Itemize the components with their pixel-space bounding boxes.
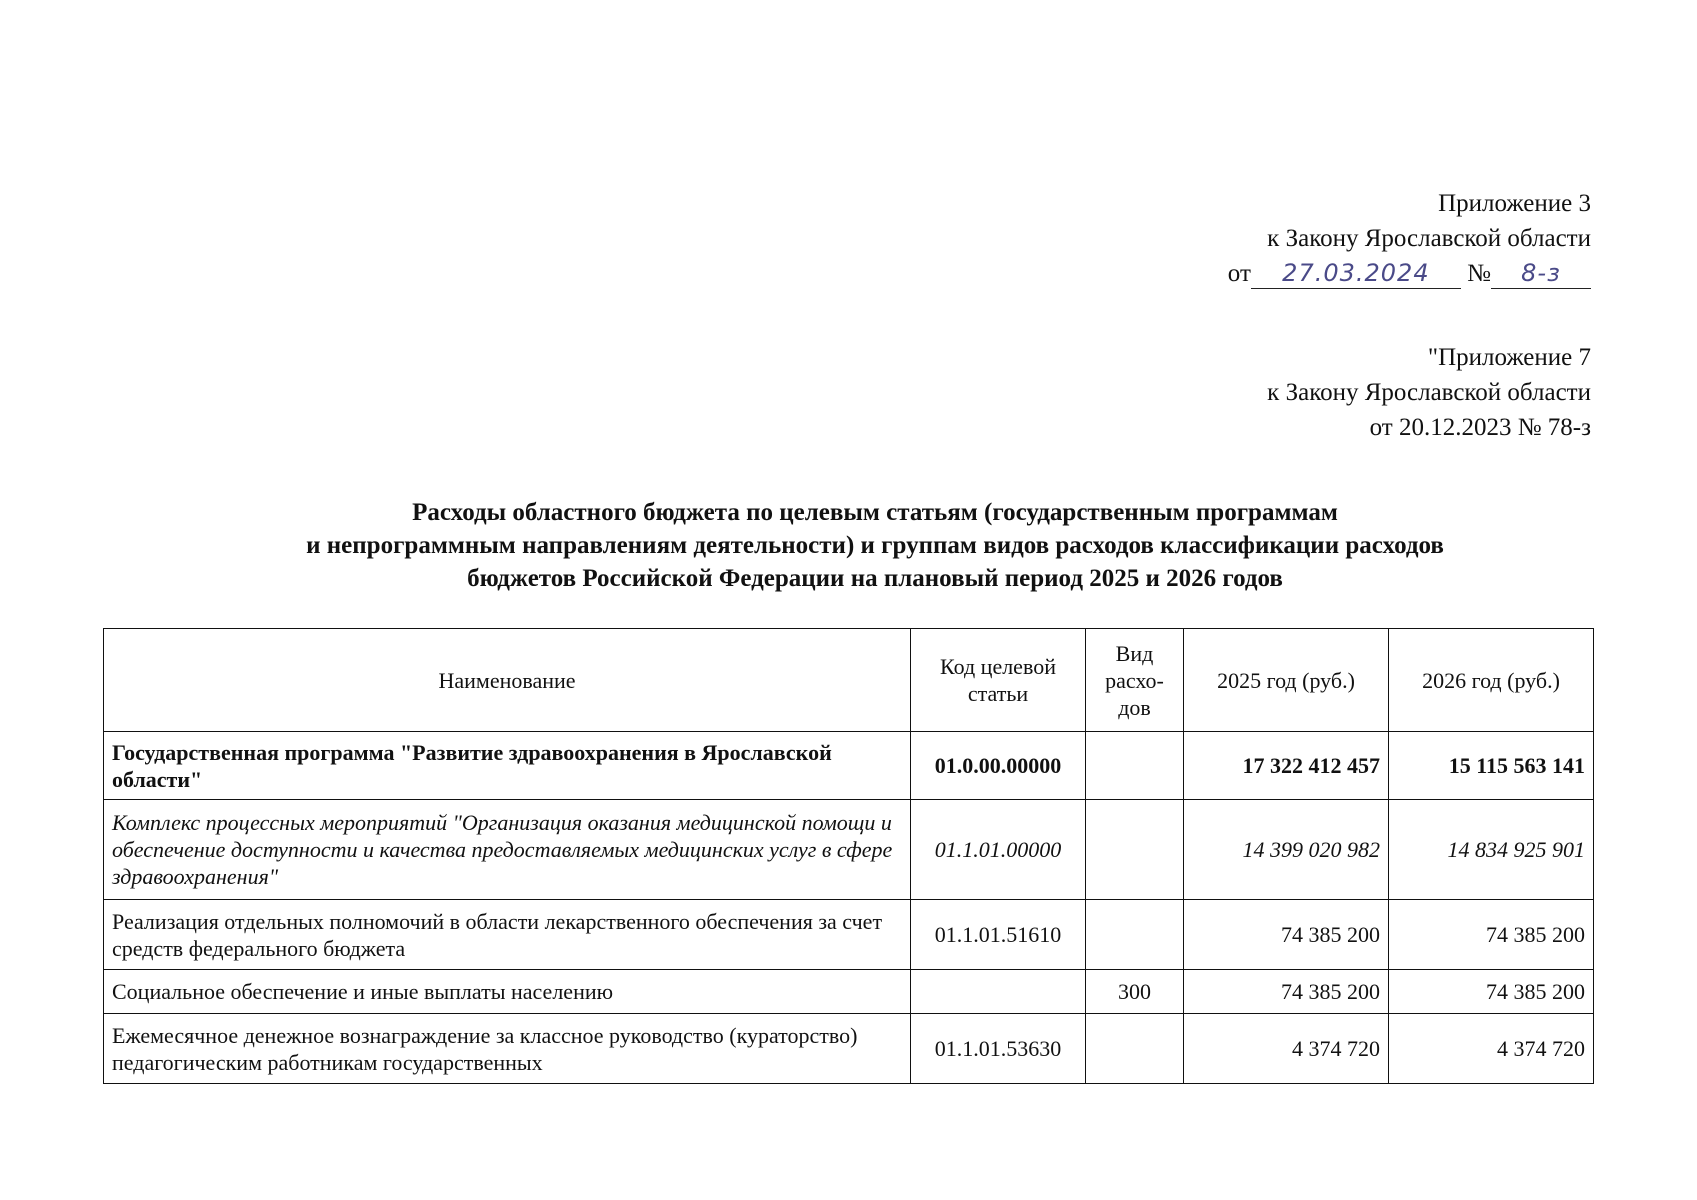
document-title xyxy=(150,496,1600,595)
table-row xyxy=(104,732,1594,800)
table-header-row xyxy=(104,629,1594,732)
row-name: Реализация отдельных полномочий в области лекарственного обеспечения за счет средств федерального бюджета xyxy=(104,900,911,970)
row-type xyxy=(1086,800,1184,900)
row-2026: 4 374 720 xyxy=(1389,1014,1594,1084)
row-code: 01.1.01.51610 xyxy=(911,900,1086,970)
row-2026: 74 385 200 xyxy=(1389,970,1594,1014)
row-type: 300 xyxy=(1086,970,1184,1014)
row-type xyxy=(1086,732,1184,800)
amended-appendix-title: "Приложение 7 xyxy=(1427,344,1591,371)
header-2025: 2025 год (руб.) xyxy=(1184,629,1389,732)
amended-appendix-date: от 20.12.2023 № 78-з xyxy=(1369,414,1591,441)
title-line-2: и непрограммным направлениям деятельности) и группам видов расходов классификации расходов xyxy=(306,532,1444,559)
header-2026: 2026 год (руб.) xyxy=(1389,629,1594,732)
appendix-title: Приложение 3 xyxy=(1438,190,1591,217)
row-name: Социальное обеспечение и иные выплаты населению xyxy=(104,970,911,1014)
row-code: 01.0.00.00000 xyxy=(911,732,1086,800)
budget-table xyxy=(103,628,1594,1084)
header-code: Код целевой статьи xyxy=(911,629,1086,732)
table-row xyxy=(104,1014,1594,1084)
row-code: 01.1.01.00000 xyxy=(911,800,1086,900)
row-2025: 74 385 200 xyxy=(1184,970,1389,1014)
row-name: Государственная программа "Развитие здравоохранения в Ярославской области" xyxy=(104,732,911,800)
row-type xyxy=(1086,1014,1184,1084)
row-2025: 74 385 200 xyxy=(1184,900,1389,970)
amended-appendix-header xyxy=(1071,340,1591,445)
appendix-date-line xyxy=(1071,256,1591,291)
row-name: Ежемесячное денежное вознаграждение за классное руководство (кураторство) педагогическим работникам государственных xyxy=(104,1014,911,1084)
row-code xyxy=(911,970,1086,1014)
title-line-1: Расходы областного бюджета по целевым статьям (государственным программам xyxy=(412,499,1338,526)
row-code: 01.1.01.53630 xyxy=(911,1014,1086,1084)
row-2026: 14 834 925 901 xyxy=(1389,800,1594,900)
title-line-3: бюджетов Российской Федерации на плановый период 2025 и 2026 годов xyxy=(467,565,1283,592)
row-2026: 74 385 200 xyxy=(1389,900,1594,970)
row-2025: 14 399 020 982 xyxy=(1184,800,1389,900)
row-2025: 4 374 720 xyxy=(1184,1014,1389,1084)
amended-appendix-law-reference: к Закону Ярославской области xyxy=(1267,379,1591,406)
table-row xyxy=(104,970,1594,1014)
header-name: Наименование xyxy=(104,629,911,732)
header-type: Вид расхо- дов xyxy=(1086,629,1184,732)
appendix-header xyxy=(1071,186,1591,291)
date-prefix: от xyxy=(1227,260,1251,287)
handwritten-number: 8-з xyxy=(1491,258,1591,289)
handwritten-date: 27.03.2024 xyxy=(1251,258,1461,289)
row-2025: 17 322 412 457 xyxy=(1184,732,1389,800)
row-2026: 15 115 563 141 xyxy=(1389,732,1594,800)
table-row xyxy=(104,900,1594,970)
table-row xyxy=(104,800,1594,900)
appendix-law-reference: к Закону Ярославской области xyxy=(1267,225,1591,252)
number-prefix: № xyxy=(1467,260,1491,287)
row-name: Комплекс процессных мероприятий "Организация оказания медицинской помощи и обеспечение доступности и качества предоставляемых медицинских услуг в сфере здравоохранения" xyxy=(104,800,911,900)
row-type xyxy=(1086,900,1184,970)
